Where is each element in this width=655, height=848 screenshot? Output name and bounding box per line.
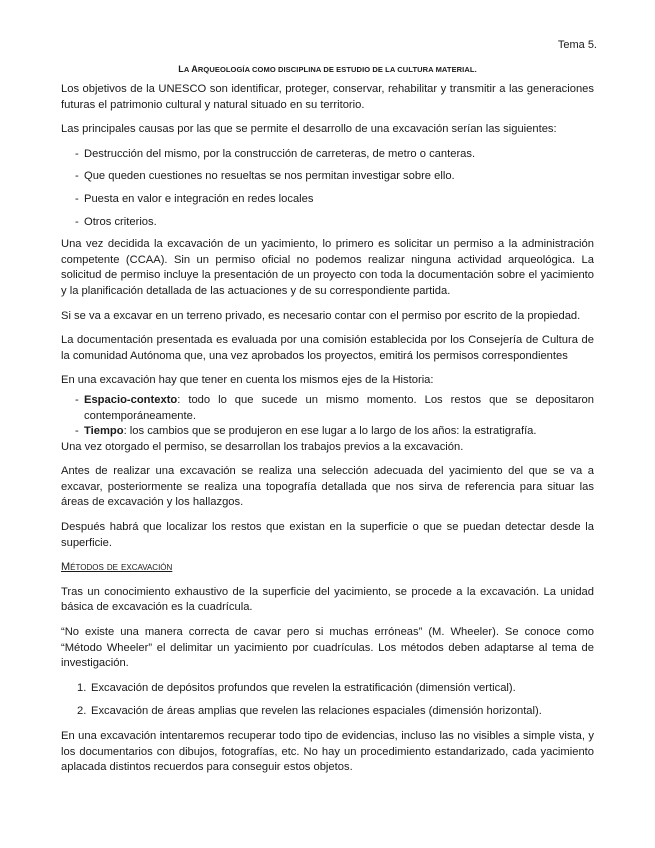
metodos-list [77,681,594,720]
list-item-text: Puesta en valor e integración en redes locales [84,192,314,205]
document-title [0,64,655,74]
topic-label: Tema 5. [557,39,597,51]
term-definition: : todo lo que sucede un mismo momento. Los restos que se depositaron contemporáneamente. [84,393,594,422]
list-item [75,147,594,163]
title-initial-2: A [191,64,198,74]
list-item-text [84,424,594,440]
list-dash: - [75,425,79,438]
item-number: 2. [77,705,87,718]
list-item [75,215,594,231]
list-dash: - [75,215,79,228]
term-tiempo: Tiempo [84,425,124,438]
paragraph-seleccion: Antes de realizar una excavación se realiza una selección adecuada del yacimiento del que se va a excavar, posteriormente se realiza una topografía detallada que nos sirva de referencia para situar las áreas de excavación y los hallazgos. [61,465,594,509]
item-text: Excavación de depósitos profundos que revelen la estratificación (dimensión vertical). [91,681,516,694]
list-item [75,192,594,208]
paragraph-evidencias: En una excavación intentaremos recuperar todo tipo de evidencias, incluso las no visibles a simple vista, y los documentarios con dibujos, fotografías, etc. No hay un procedimiento estandarizado, cada yacimiento aplacada distintos recuerdos para conseguir estos objetos. [61,730,594,774]
list-dash: - [75,147,79,160]
numbered-item [77,681,594,697]
paragraph-terreno-privado: Si se va a excavar en un terreno privado, es necesario contar con el permiso por escrito de la propiedad. [61,309,581,322]
list-item-text [84,393,594,424]
list-item-text: Que queden cuestiones no resueltas se nos permitan investigar sobre ello. [84,170,455,183]
paragraph-wheeler: “No existe una manera correcta de cavar pero si muchas erróneas” (M. Wheeler). Se conoce como “Método Wheeler” el delimitar un yacimiento por cuadrículas. Los métodos deben adaptarse al tema de investigación. [61,626,594,670]
term-definition: : los cambios que se produjeron en ese lugar a lo largo de los años: la estratigrafía. [123,425,537,438]
item-number: 1. [77,681,87,694]
title-initial-1: L [178,64,184,74]
list-dash: - [75,170,79,183]
numbered-item [77,704,594,720]
document-body [61,82,594,785]
ejes-list [75,393,594,440]
list-item [75,393,594,424]
list-item [75,424,594,440]
item-text: Excavación de áreas amplias que revelen las relaciones espaciales (dimensión horizontal). [91,705,542,718]
list-item-text: Destrucción del mismo, por la construcción de carreteras, de metro o canteras. [84,147,476,160]
list-dash: - [75,192,79,205]
paragraph-permiso: Una vez decidida la excavación de un yacimiento, lo primero es solicitar un permiso a la administración competente (CCAA). Sin un permiso oficial no podemos realizar ninguna actividad arqueológica. La solicitud de permiso incluye la presentación de un proyecto con toda la documentación sobre el yacimiento y la planificación detallada de las actuaciones y de su correspondiente partida. [61,238,594,297]
list-item [75,169,594,185]
title-part-1: A [183,65,192,74]
term-espacio-contexto: Espacio-contexto [84,393,178,406]
list-dash: - [75,393,79,406]
title-part-2: RQUEOLOGÍA COMO DISCIPLINA DE ESTUDIO DE LA CULTURA MATERIAL. [197,65,477,74]
paragraph-conocimiento: Tras un conocimiento exhaustivo de la superficie del yacimiento, se procede a la excavación. La unidad básica de excavación es la cuadrícula. [61,585,594,614]
causas-list [75,147,594,230]
paragraph-restos: Después habrá que localizar los restos que existan en la superficie o que se puedan detectar desde la superficie. [61,521,594,549]
paragraph-ejes-intro: En una excavación hay que tener en cuenta los mismos ejes de la Historia: [61,374,434,387]
paragraph-causas-intro: Las principales causas por las que se permite el desarrollo de una excavación serían las siguientes: [61,123,557,136]
paragraph-trabajos-previos: Una vez otorgado el permiso, se desarrollan los trabajos previos a la excavación. [61,440,464,453]
paragraph-documentacion: La documentación presentada es evaluada por una comisión establecida por los Consejería de Cultura de la comunidad Autónoma que, una vez aprobados los proyectos, emitirá los permisos correspondientes [61,334,594,362]
section-heading-metodos: Métodos de excavación [61,561,173,574]
list-item-text: Otros criterios. [84,215,157,228]
paragraph-unesco: Los objetivos de la UNESCO son identificar, proteger, conservar, rehabilitar y transmitir a las generaciones futuras el patrimonio cultural y natural situado en su territorio. [61,83,594,111]
